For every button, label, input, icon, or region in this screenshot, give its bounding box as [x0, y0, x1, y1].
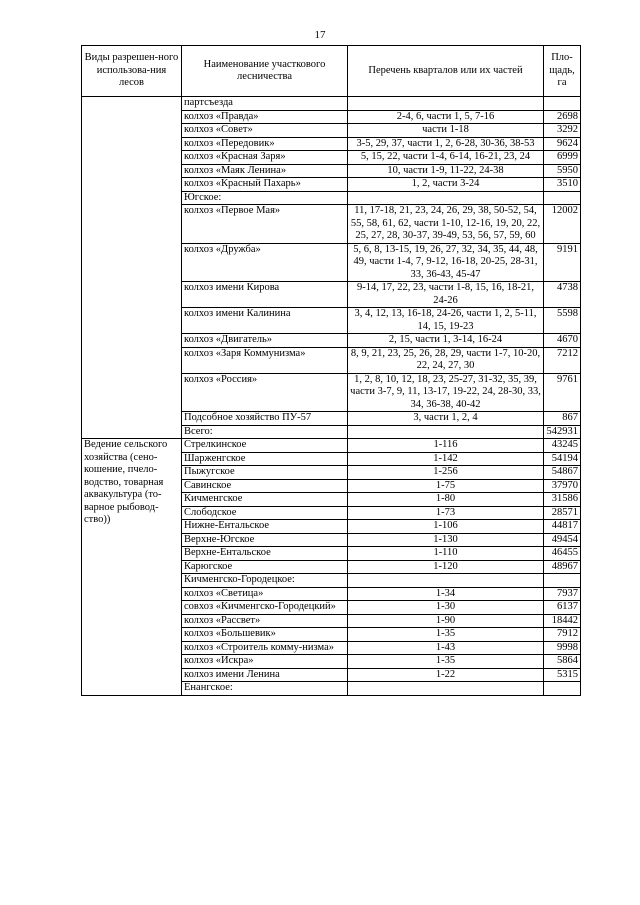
area-cell: 44817	[544, 520, 581, 534]
quarters-cell: 1-256	[348, 466, 544, 480]
forestry-cell: Пыжугское	[182, 466, 348, 480]
quarters-cell: 1-142	[348, 452, 544, 466]
quarters-cell: 1-35	[348, 655, 544, 669]
quarters-cell: 1-130	[348, 533, 544, 547]
quarters-cell: 1-120	[348, 560, 544, 574]
quarters-cell: 9-14, 17, 22, 23, части 1-8, 15, 16, 18-21, 24-26	[348, 282, 544, 308]
forestry-cell: колхоз имени Кирова	[182, 282, 348, 308]
forestry-cell: колхоз «Большевик»	[182, 628, 348, 642]
quarters-cell: 2-4, 6, части 1, 5, 7-16	[348, 110, 544, 124]
area-cell	[544, 574, 581, 588]
quarters-cell: 5, 15, 22, части 1-4, 6-14, 16-21, 23, 24	[348, 151, 544, 165]
quarters-cell: 1-34	[348, 587, 544, 601]
quarters-cell: 1, 2, части 3-24	[348, 178, 544, 192]
use-type-cell: Ведение сельского хозяйства (сено-кошение, пчело-водство, товарная аквакультура (то-варное рыбовод-ство))	[82, 439, 182, 696]
forestry-cell: Верхне-Ентальское	[182, 547, 348, 561]
forestry-cell: колхоз «Красная Заря»	[182, 151, 348, 165]
quarters-cell: 1, 2, 8, 10, 12, 18, 23, 25-27, 31-32, 35, 39, части 3-7, 9, 11, 13-17, 19-22, 24, 28-30, 33, 34, 36-38, 40-42	[348, 373, 544, 412]
forestry-cell: колхоз «Маяк Ленина»	[182, 164, 348, 178]
forestry-cell: колхоз «Рассвет»	[182, 614, 348, 628]
area-cell: 37970	[544, 479, 581, 493]
area-cell: 43245	[544, 439, 581, 453]
area-cell: 9761	[544, 373, 581, 412]
area-cell: 3510	[544, 178, 581, 192]
forestry-cell: Карюгское	[182, 560, 348, 574]
forestry-cell: колхоз «Заря Коммунизма»	[182, 347, 348, 373]
forestry-cell: Шарженгское	[182, 452, 348, 466]
area-cell: 49454	[544, 533, 581, 547]
area-cell: 7912	[544, 628, 581, 642]
quarters-cell: 3, 4, 12, 13, 16-18, 24-26, части 1, 2, 5-11, 14, 15, 19-23	[348, 308, 544, 334]
forestry-cell: Югское:	[182, 191, 348, 205]
area-cell: 46455	[544, 547, 581, 561]
quarters-cell: 1-73	[348, 506, 544, 520]
quarters-cell	[348, 191, 544, 205]
area-cell: 5598	[544, 308, 581, 334]
forestry-cell: Нижне-Ентальское	[182, 520, 348, 534]
area-cell: 5315	[544, 668, 581, 682]
forestry-cell: колхоз «Красный Пахарь»	[182, 178, 348, 192]
forestry-cell: колхоз «Светица»	[182, 587, 348, 601]
quarters-cell	[348, 425, 544, 439]
use-type-cell	[82, 97, 182, 439]
quarters-cell: 1-116	[348, 439, 544, 453]
quarters-cell	[348, 97, 544, 111]
quarters-cell	[348, 574, 544, 588]
area-cell: 867	[544, 412, 581, 426]
forestry-cell: колхоз «Россия»	[182, 373, 348, 412]
table-header-row	[82, 46, 581, 97]
quarters-cell: 1-106	[348, 520, 544, 534]
table-row	[82, 97, 581, 111]
quarters-cell: 1-30	[348, 601, 544, 615]
forest-use-table	[81, 45, 581, 696]
area-cell: 542931	[544, 425, 581, 439]
quarters-cell: 1-80	[348, 493, 544, 507]
quarters-cell: 3-5, 29, 37, части 1, 2, 6-28, 30-36, 38-53	[348, 137, 544, 151]
forestry-cell: Кичменгское	[182, 493, 348, 507]
area-cell: 54194	[544, 452, 581, 466]
area-cell: 31586	[544, 493, 581, 507]
forestry-cell: колхоз «Строитель комму-низма»	[182, 641, 348, 655]
area-cell: 4670	[544, 334, 581, 348]
forestry-cell: колхоз «Первое Мая»	[182, 205, 348, 244]
area-cell: 3292	[544, 124, 581, 138]
forestry-cell: Верхне-Югское	[182, 533, 348, 547]
forestry-cell: Всего:	[182, 425, 348, 439]
header-forestry: Наименование участкового лесничества	[182, 46, 348, 97]
quarters-cell: 1-110	[348, 547, 544, 561]
quarters-cell: 1-75	[348, 479, 544, 493]
quarters-cell: 1-90	[348, 614, 544, 628]
forestry-cell: Слободское	[182, 506, 348, 520]
area-cell: 12002	[544, 205, 581, 244]
page-number: 17	[314, 29, 326, 41]
quarters-cell: 5, 6, 8, 13-15, 19, 26, 27, 32, 34, 35, 44, 48, 49, части 1-4, 7, 9-12, 16-18, 20-25, 28-31, 33, 36-43, 45-47	[348, 243, 544, 282]
forestry-cell: Кичменгско-Городецкое:	[182, 574, 348, 588]
quarters-cell: 10, части 1-9, 11-22, 24-38	[348, 164, 544, 178]
forestry-cell: колхоз имени Ленина	[182, 668, 348, 682]
table-body	[82, 97, 581, 696]
area-cell: 9998	[544, 641, 581, 655]
forestry-cell: колхоз «Совет»	[182, 124, 348, 138]
forestry-cell: колхоз «Искра»	[182, 655, 348, 669]
forestry-cell: колхоз «Правда»	[182, 110, 348, 124]
area-cell: 4738	[544, 282, 581, 308]
area-cell: 6999	[544, 151, 581, 165]
header-area: Пло-щадь, га	[544, 46, 581, 97]
forestry-cell: совхоз «Кичменгско-Городецкий»	[182, 601, 348, 615]
forestry-cell: колхоз «Передовик»	[182, 137, 348, 151]
forestry-cell: партсъезда	[182, 97, 348, 111]
quarters-cell: части 1-18	[348, 124, 544, 138]
forestry-cell: колхоз «Дружба»	[182, 243, 348, 282]
area-cell: 9624	[544, 137, 581, 151]
quarters-cell: 8, 9, 21, 23, 25, 26, 28, 29, части 1-7, 10-20, 22, 24, 27, 30	[348, 347, 544, 373]
area-cell	[544, 191, 581, 205]
area-cell: 28571	[544, 506, 581, 520]
quarters-cell: 11, 17-18, 21, 23, 24, 26, 29, 38, 50-52, 54, 55, 58, 61, 62, части 1-10, 12-16, 19, 20, 22, 25, 27, 28, 30-37, 39-49, 53, 56, 57, 59, 60	[348, 205, 544, 244]
area-cell: 5864	[544, 655, 581, 669]
area-cell: 18442	[544, 614, 581, 628]
quarters-cell: 3, части 1, 2, 4	[348, 412, 544, 426]
header-use-type: Виды разрешен-ного использова-ния лесов	[82, 46, 182, 97]
area-cell: 7212	[544, 347, 581, 373]
quarters-cell: 1-22	[348, 668, 544, 682]
forestry-cell: Подсобное хозяйство ПУ-57	[182, 412, 348, 426]
area-cell: 6137	[544, 601, 581, 615]
area-cell: 7937	[544, 587, 581, 601]
quarters-cell: 2, 15, части 1, 3-14, 16-24	[348, 334, 544, 348]
forestry-cell: Савинское	[182, 479, 348, 493]
area-cell	[544, 682, 581, 696]
forestry-cell: Енангское:	[182, 682, 348, 696]
area-cell	[544, 97, 581, 111]
area-cell: 54867	[544, 466, 581, 480]
forestry-cell: Стрелкинское	[182, 439, 348, 453]
area-cell: 2698	[544, 110, 581, 124]
table-row	[82, 439, 581, 453]
forestry-cell: колхоз «Двигатель»	[182, 334, 348, 348]
area-cell: 9191	[544, 243, 581, 282]
header-quarters: Перечень кварталов или их частей	[348, 46, 544, 97]
quarters-cell: 1-43	[348, 641, 544, 655]
area-cell: 5950	[544, 164, 581, 178]
forestry-cell: колхоз имени Калинина	[182, 308, 348, 334]
quarters-cell: 1-35	[348, 628, 544, 642]
quarters-cell	[348, 682, 544, 696]
area-cell: 48967	[544, 560, 581, 574]
